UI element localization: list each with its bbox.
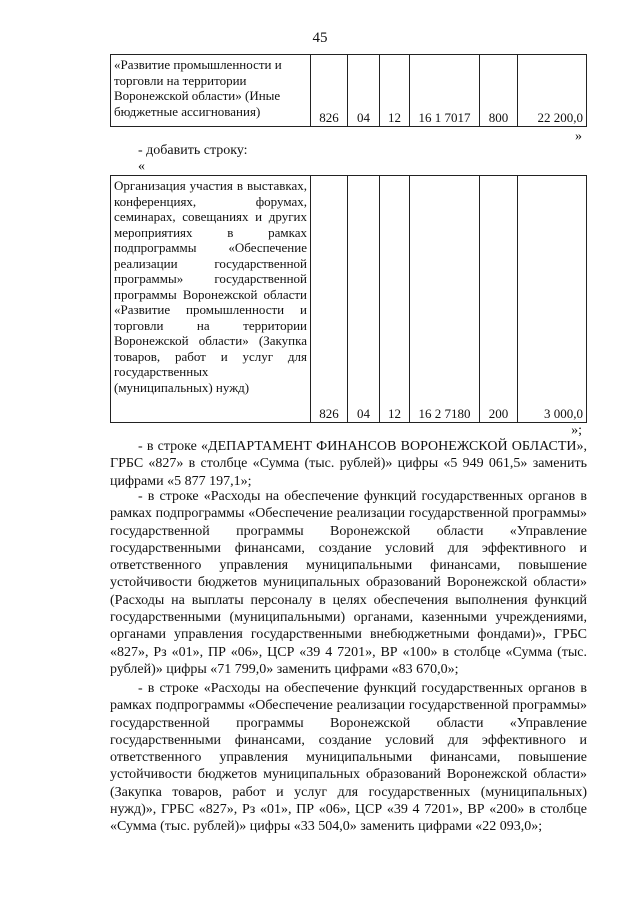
csr-cell: 16 2 7180 (410, 176, 480, 423)
rz-cell: 04 (348, 176, 380, 423)
csr-cell: 16 1 7017 (410, 55, 480, 127)
amount-cell: 22 200,0 (518, 55, 587, 127)
row-name-cell: «Развитие промышленности и торговли на территории Воронежской области» (Иные бюджетные ассигнования) (111, 55, 311, 127)
pr-cell: 12 (380, 55, 410, 127)
vr-cell: 200 (480, 176, 518, 423)
amendment-paragraph-1: - в строке «ДЕПАРТАМЕНТ ФИНАНСОВ ВОРОНЕЖСКОЙ ОБЛАСТИ», ГРБС «827» в столбце «Сумма (тыс. рублей)» цифры «5 949 061,5» заменить цифрами «5 877 197,1»; (110, 439, 587, 489)
grbs-cell: 826 (311, 55, 348, 127)
closing-quote-2: »; (571, 423, 582, 438)
table-row (111, 176, 587, 423)
table-row (111, 55, 587, 127)
pr-cell: 12 (380, 176, 410, 423)
amendment-paragraph-2: - в строке «Расходы на обеспечение функций государственных органов в рамках подпрограммы «Обеспечение реализации государственной программы» государственной программы Воронежской области «Управление государственными финансами, создание условий для эффективного и ответственного управления муниципальными финансами, повышение устойчивости бюджетов муниципальных образований Воронежской области» (Расходы на выплаты персоналу в целях обеспечения выполнения функций государственными (муниципальными) органами, казенными учреждениями, органами управления государственными внебюджетными фондами)», ГРБС «827», Рз «01», ПР «06», ЦСР «39 4 7201», ВР «100» в столбце «Сумма (тыс. рублей)» цифры «71 799,0» заменить цифрами «83 670,0»; (110, 489, 587, 677)
amount-cell: 3 000,0 (518, 176, 587, 423)
opening-quote: « (138, 159, 145, 174)
budget-table-row-1 (110, 54, 587, 127)
row-name-cell: Организация участия в выставках, конференциях, форумах, семинарах, совещаниях и других мероприятиях в рамках подпрограммы «Обеспечение реализации государственной программы» государственной программы Воронежской области «Развитие промышленности и торговли на территории Воронежской области» (Закупка товаров, работ и услуг для государственных (муниципальных) нужд) (111, 176, 311, 423)
grbs-cell: 826 (311, 176, 348, 423)
vr-cell: 800 (480, 55, 518, 127)
add-row-instruction: - добавить строку: (138, 143, 248, 158)
budget-table-row-2 (110, 175, 587, 423)
rz-cell: 04 (348, 55, 380, 127)
closing-quote-1: » (575, 129, 582, 144)
amendment-paragraph-3: - в строке «Расходы на обеспечение функций государственных органов в рамках подпрограммы «Обеспечение реализации государственной программы» государственной программы Воронежской области «Управление государственными финансами, создание условий для эффективного и ответственного управления муниципальными финансами, повышение устойчивости бюджетов муниципальных образований Воронежской области» (Закупка товаров, работ и услуг для государственных (муниципальных) нужд)», ГРБС «827», Рз «01», ПР «06», ЦСР «39 4 7201», ВР «200» в столбце «Сумма (тыс. рублей)» цифры «33 504,0» заменить цифрами «22 093,0»; (110, 681, 587, 835)
page-number: 45 (312, 30, 328, 46)
